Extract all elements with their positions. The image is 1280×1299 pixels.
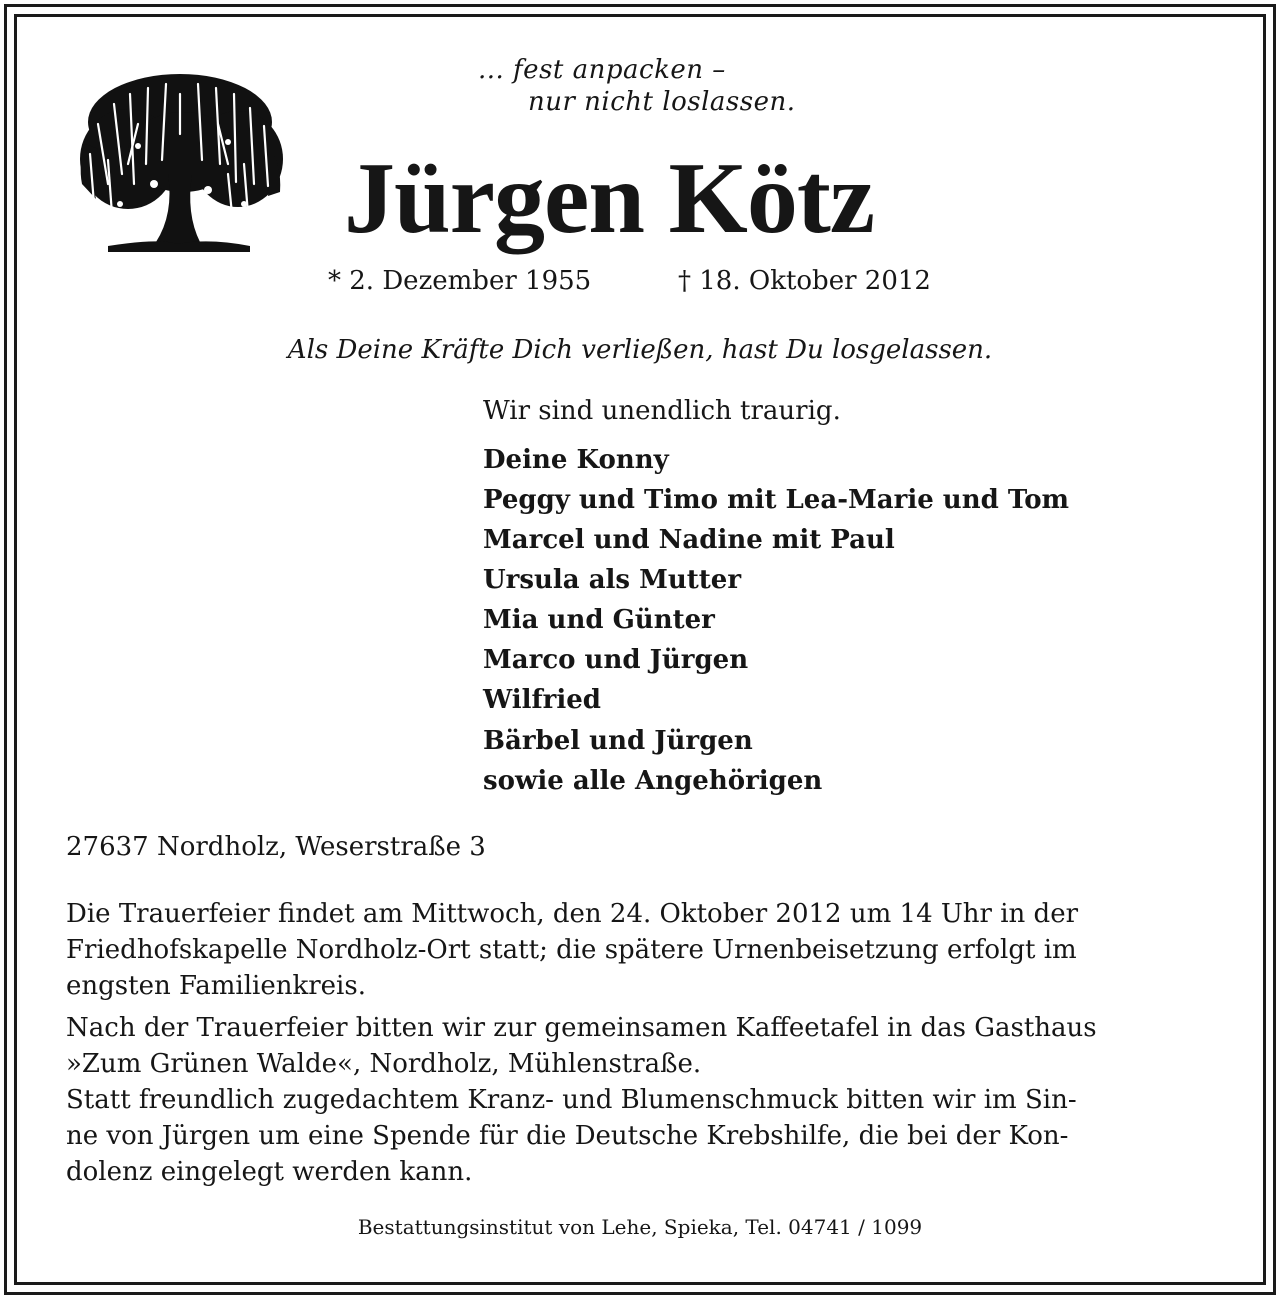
- paragraph-line: engsten Familienkreis.: [66, 971, 366, 1001]
- motto-line-2: nur nicht loslassen.: [528, 87, 796, 117]
- birth-date: * 2. Dezember 1955: [328, 266, 592, 296]
- paragraph-line: »Zum Grünen Walde«, Nordholz, Mühlenstraße.: [66, 1049, 702, 1079]
- mourning-line: Wir sind unendlich traurig.: [483, 396, 841, 426]
- family-member: sowie alle Angehörigen: [483, 766, 823, 796]
- paragraph-line: Statt freundlich zugedachtem Kranz- und Blumenschmuck bitten wir im Sin-: [66, 1085, 1077, 1115]
- family-member: Mia und Günter: [483, 605, 715, 635]
- address: 27637 Nordholz, Weserstraße 3: [66, 832, 486, 862]
- death-date: † 18. Oktober 2012: [678, 266, 931, 296]
- paragraph-line: Nach der Trauerfeier bitten wir zur gemeinsamen Kaffeetafel in das Gasthaus: [66, 1013, 1097, 1043]
- reception-paragraph: [66, 1010, 1216, 1082]
- memorial-quote: Als Deine Kräfte Dich verließen, hast Du losgelassen.: [287, 335, 993, 365]
- paragraph-line: Die Trauerfeier findet am Mittwoch, den 24. Oktober 2012 um 14 Uhr in der: [66, 899, 1079, 929]
- willow-tree-icon: [68, 64, 298, 264]
- deceased-name: Jürgen Kötz: [344, 142, 875, 255]
- funeral-home-footer: Bestattungsinstitut von Lehe, Spieka, Tel. 04741 / 1099: [357, 1215, 923, 1239]
- paragraph-line: ne von Jürgen um eine Spende für die Deutsche Krebshilfe, die bei der Kon-: [66, 1121, 1069, 1151]
- paragraph-line: dolenz eingelegt werden kann.: [66, 1157, 473, 1187]
- family-member: Peggy und Timo mit Lea-Marie und Tom: [483, 485, 1070, 515]
- family-member: Marco und Jürgen: [483, 645, 749, 675]
- family-member: Wilfried: [483, 685, 601, 715]
- family-member: Deine Konny: [483, 445, 669, 475]
- family-member: Ursula als Mutter: [483, 565, 742, 595]
- family-member: Bärbel und Jürgen: [483, 726, 753, 756]
- family-member: Marcel und Nadine mit Paul: [483, 525, 895, 555]
- motto-line-1: ... fest anpacken –: [478, 55, 726, 85]
- donation-paragraph: [66, 1082, 1216, 1190]
- paragraph-line: Friedhofskapelle Nordholz-Ort statt; die spätere Urnenbeisetzung erfolgt im: [66, 935, 1077, 965]
- funeral-info-paragraph: [66, 896, 1216, 1004]
